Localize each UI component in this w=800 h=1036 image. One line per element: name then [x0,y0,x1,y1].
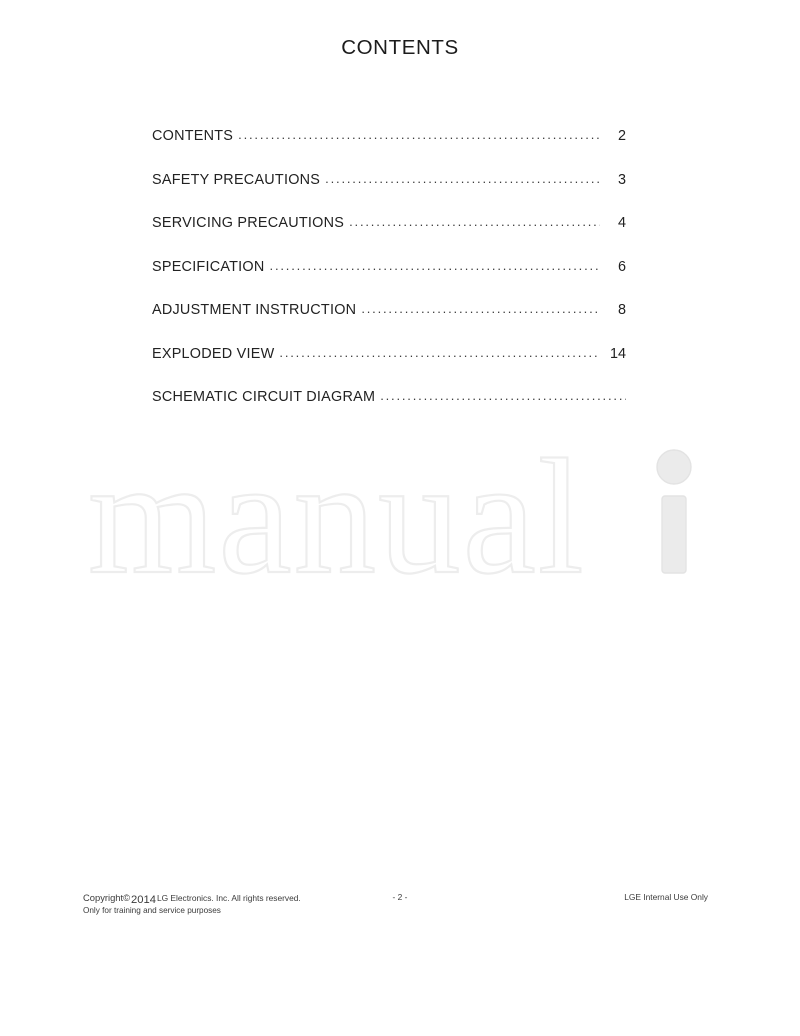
toc-entry-exploded-view[interactable] [152,346,626,390]
toc-entry-label: SERVICING PRECAUTIONS [152,215,345,231]
toc-entry-label: EXPLODED VIEW [152,345,275,362]
page-title: CONTENTS [341,36,459,59]
toc-entry-specification[interactable] [152,259,626,303]
toc-dot-leader [361,302,600,318]
copyright-line-2: Only for training and service purposes [83,905,221,915]
toc-entry-label: SPECIFICATION [152,258,265,275]
watermark-i-stem [662,496,686,573]
toc-entry-page: 14 [609,345,626,362]
toc-entry-label: CONTENTS [152,128,234,144]
copyright-word: Copyright [83,892,124,903]
table-of-contents [152,128,626,433]
toc-dot-leader [238,128,600,144]
toc-entry-schematic-circuit-diagram[interactable] [152,389,626,433]
toc-dot-leader [279,346,600,362]
footer-internal-use-note: LGE Internal Use Only [624,892,708,902]
toc-entry-page: 8 [617,302,626,318]
toc-entry-adjustment-instruction[interactable] [152,302,626,346]
toc-entry-page: 2 [617,128,626,144]
toc-entry-contents[interactable] [152,128,626,172]
toc-entry-safety-precautions[interactable] [152,172,626,216]
footer-page-number: - 2 - [392,892,408,902]
copyright-symbol-icon: © [123,892,131,903]
manuali-watermark [88,444,708,604]
toc-entry-page: 6 [617,258,626,275]
toc-dot-leader [349,215,600,231]
watermark-outline-text: manual [88,444,586,604]
toc-entry-label: ADJUSTMENT INSTRUCTION [152,302,357,318]
toc-entry-label: SCHEMATIC CIRCUIT DIAGRAM [152,389,376,405]
watermark-i-dot [657,450,691,484]
toc-entry-page: 3 [617,171,626,188]
toc-entry-label: SAFETY PRECAUTIONS [152,171,321,188]
toc-entry-page: 4 [617,215,626,231]
copyright-year: 2014 [131,893,156,906]
toc-dot-leader [325,172,600,188]
copyright-owner: LG Electronics. Inc. All rights reserved. [156,893,301,903]
toc-dot-leader [380,389,626,405]
watermark-i-glyph [657,450,691,573]
toc-entry-servicing-precautions[interactable] [152,215,626,259]
page-footer [0,892,800,928]
toc-dot-leader [270,259,600,275]
